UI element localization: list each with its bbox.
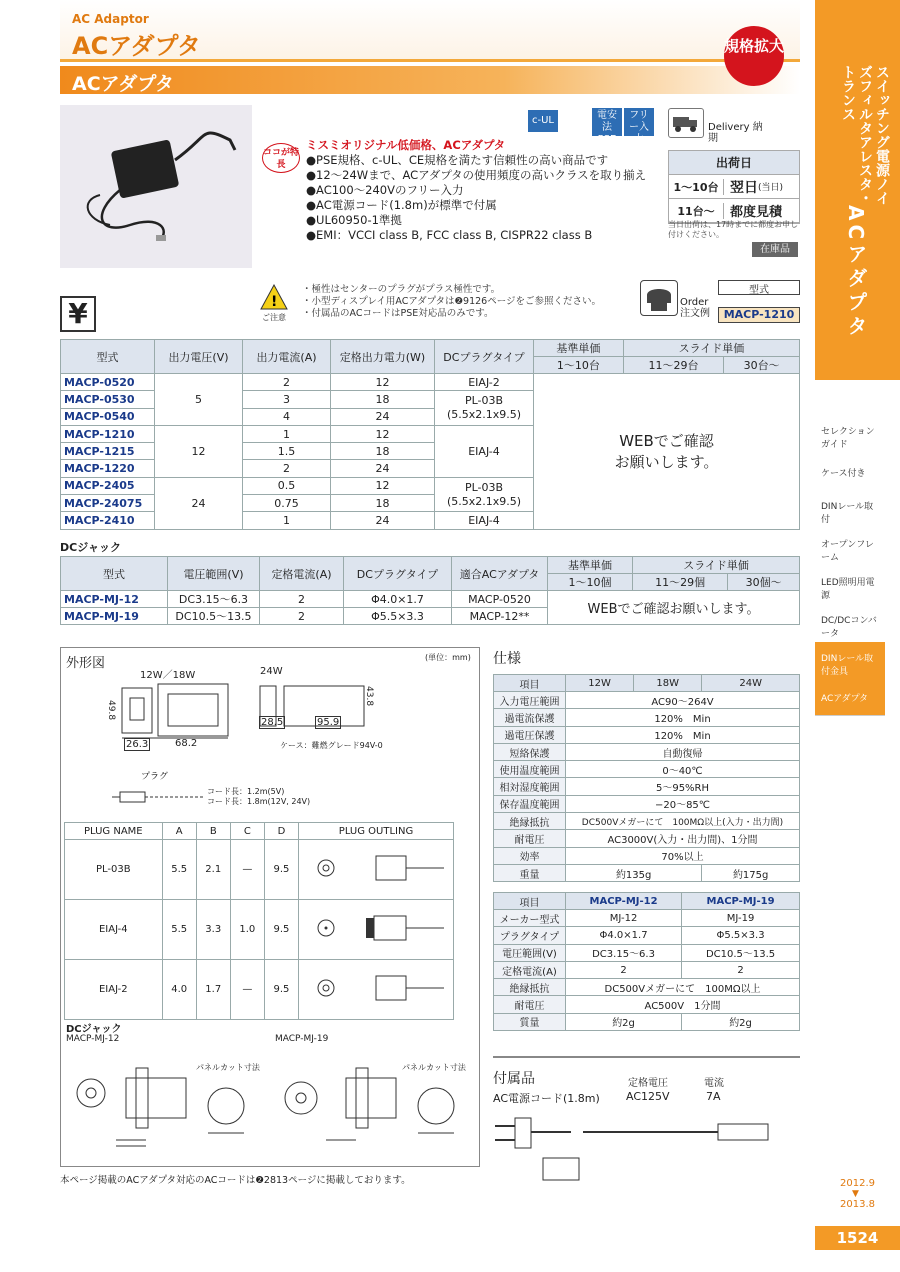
mt-h-base: 基準単価 bbox=[534, 340, 624, 357]
sidebar-item-ac[interactable]: ACアダプタ bbox=[815, 680, 885, 716]
note-1: ・極性はセンターのプラグがプラス極性です。 bbox=[302, 284, 501, 295]
table-row: 電圧範囲(V) DC3.15〜6.3 DC10.5〜13.5 bbox=[494, 944, 800, 961]
sidebar-item-case[interactable]: ケース付き bbox=[815, 451, 885, 495]
table-row: 使用温度範囲 0〜40℃ bbox=[494, 761, 800, 778]
table-row: 保存温度範囲 −20〜85℃ bbox=[494, 795, 800, 812]
date-arrow-icon: ▼ bbox=[852, 1189, 859, 1199]
table-row: 耐電圧 AC3000V(入力・出力間)、1分間 bbox=[494, 830, 800, 847]
table-row: MACP-1215 1.5 18 bbox=[61, 443, 800, 460]
feature-1: ●PSE規格、c-UL、CE規格を満たす信頼性の高い商品です bbox=[306, 153, 609, 167]
warning-icon bbox=[260, 284, 288, 310]
table-row: MACP-2410 1 24 EIAJ-4 bbox=[61, 512, 800, 529]
outline-w2: 24W bbox=[260, 666, 283, 677]
dc-sub-3: 30個〜 bbox=[728, 574, 800, 591]
notes bbox=[302, 284, 622, 320]
table-row: 重量 約135g 約175g bbox=[494, 864, 800, 881]
table-row: 絶縁抵抗 DC500Vメガーにて 100MΩ以上 bbox=[494, 979, 800, 996]
dc-web: WEBでご確認お願いします。 bbox=[548, 591, 800, 625]
acc-item: AC電源コード(1.8m) bbox=[493, 1092, 600, 1105]
date-from: 2012.9 bbox=[840, 1178, 875, 1189]
sidebar-category: スイッチング電源ノイズフィルタアレスタ・トランス bbox=[840, 65, 890, 205]
table-row: EIAJ-4 5.5 3.3 1.0 9.5 bbox=[65, 900, 454, 960]
note-2: ・小型ディスプレイ用ACアダプタは❷9126ページをご参照ください。 bbox=[302, 296, 602, 307]
sidebar-item-din[interactable]: DINレール取付 bbox=[815, 490, 885, 534]
dc-h-adapter: 適合ACアダプタ bbox=[452, 557, 548, 591]
delivery-note: 当日出荷は、17時までに都度お申し付けください。 bbox=[668, 220, 799, 239]
footer-note: 本ページ掲載のACアダプタ対応のACコードは❷2813ページに掲載しております。 bbox=[60, 1175, 411, 1186]
dim-95-9: 95.9 bbox=[317, 717, 340, 728]
ac-cord-drawing bbox=[493, 1110, 800, 1185]
delivery-head: 出荷日 bbox=[669, 151, 799, 175]
sidebar-item-open[interactable]: オープンフレーム bbox=[815, 528, 885, 572]
dim-28-5: 28.5 bbox=[261, 717, 284, 728]
table-row: MACP-MJ-19 DC10.5〜13.5 2 Φ5.5×3.3 MACP-12** bbox=[61, 608, 800, 625]
table-row: 過電流保護 120% Min bbox=[494, 709, 800, 726]
feature-list bbox=[306, 138, 726, 243]
mj12-label: MACP-MJ-12 bbox=[66, 1034, 120, 1044]
order-example: MACP-1210 bbox=[718, 307, 800, 323]
feature-2: ●12〜24Wまで、ACアダプタの使用頻度の高いクラスを取り揃え bbox=[306, 168, 647, 182]
table-row: 耐電圧 AC500V 1分間 bbox=[494, 996, 800, 1013]
table-row: MACP-0540 4 24 bbox=[61, 408, 800, 425]
dc-h-model: 型式 bbox=[61, 557, 168, 591]
cord-note: コード長：1.2m(5V) コード長：1.8m(12V, 24V) bbox=[207, 787, 311, 806]
sidebar-item-din-bracket[interactable]: DINレール取付金具 bbox=[815, 642, 885, 686]
product-photo bbox=[60, 105, 252, 268]
accessory-rule bbox=[493, 1056, 800, 1058]
sidebar-item-dcdc[interactable]: DC/DCコンバータ bbox=[815, 604, 885, 648]
plug-outline-eiaj4 bbox=[306, 908, 446, 948]
dc-table bbox=[60, 556, 800, 625]
feature-3: ●AC100〜240Vのフリー入力 bbox=[306, 183, 464, 197]
outline-w1: 12W／18W bbox=[140, 670, 196, 681]
mt-h-power: 定格出力電力(W) bbox=[331, 340, 435, 374]
delivery-r1b: 翌日 bbox=[730, 179, 758, 196]
feature-4: ●AC電源コード(1.8m)が標準で付属 bbox=[306, 198, 497, 212]
table-row: プラグタイプ Φ4.0×1.7 Φ5.5×3.3 bbox=[494, 927, 800, 944]
table-row: 定格電流(A) 2 2 bbox=[494, 961, 800, 978]
feature-5: ●UL60950-1準拠 bbox=[306, 213, 402, 227]
dc-sub-2: 11〜29個 bbox=[633, 574, 728, 591]
spec-table-2: 項目 MACP-MJ-12 MACP-MJ-19 メーカー型式 MJ-12 MJ-19 プラグタイプ Φ4.0×1.7 Φ5.5×3.3 電圧範囲(V) DC3.15〜6.3 DC10.5〜13.5 定格電流(A) 2 2 絶縁抵抗 DC500Vメガーにて 100MΩ以上 耐電圧 AC500V 1分間 質量 約2g 約2g bbox=[493, 892, 800, 1031]
table-row: MACP-MJ-12 DC3.15〜6.3 2 Φ4.0×1.7 MACP-0520 WEBでご確認お願いします。 bbox=[61, 591, 800, 608]
note-3: ・付属品のACコードはPSE対応品のみです。 bbox=[302, 308, 494, 319]
caution-label: ご注意 bbox=[262, 313, 286, 322]
table-row: 短絡保護 自動復帰 bbox=[494, 743, 800, 760]
delivery-label: Delivery 納期 bbox=[708, 122, 763, 144]
table-row: MACP-0530 3 18 PL-03B (5.5x2.1x9.5) bbox=[61, 391, 800, 408]
panel-label-1: パネルカット寸法 bbox=[196, 1063, 260, 1072]
dc-h-slide: スライド単価 bbox=[633, 557, 800, 574]
sidebar-item-led[interactable]: LED照明用電源 bbox=[815, 566, 885, 610]
table-row: メーカー型式 MJ-12 MJ-19 bbox=[494, 910, 800, 927]
plug-outline-pl03b bbox=[306, 848, 446, 888]
dc-sub-1: 1〜10個 bbox=[548, 574, 633, 591]
delivery-r1c: (当日) bbox=[758, 183, 784, 193]
header-title: ACアダプタ bbox=[72, 32, 201, 60]
delivery-r2a: 11台〜 bbox=[669, 203, 724, 219]
table-row: MACP-1210 12 1 12 EIAJ-4 bbox=[61, 425, 800, 442]
table-row: 過電圧保護 120% Min bbox=[494, 726, 800, 743]
dim-43-8: 43.8 bbox=[364, 686, 374, 707]
dc-jack-drawings bbox=[66, 1048, 476, 1158]
plug-table: PLUG NAME A B C D PLUG OUTLING PL-03B 5.5 2.1 — 9.5 EIAJ-4 5.5 3.3 1.0 9.5 EIAJ-2 4.0 1.7 — 9.5 bbox=[64, 822, 454, 1020]
mt-sub-2: 11〜29台 bbox=[623, 357, 723, 374]
mt-h-plug: DCプラグタイプ bbox=[435, 340, 534, 374]
plug-label: プラグ bbox=[141, 772, 169, 782]
delivery-r2b: 都度見積 bbox=[730, 205, 783, 220]
truck-icon bbox=[668, 108, 704, 138]
svg-text:!: ! bbox=[271, 294, 278, 310]
dim-49-8: 49.8 bbox=[106, 700, 116, 721]
adapter-illustration bbox=[60, 105, 252, 268]
header-en: AC Adaptor bbox=[72, 12, 149, 26]
panel-label-2: パネルカット寸法 bbox=[402, 1063, 466, 1072]
table-row: MACP-24075 0.75 18 bbox=[61, 495, 800, 512]
sidebar-title: ACアダプタ bbox=[844, 205, 868, 340]
outline-title: 外形図 bbox=[66, 656, 106, 671]
outline-unit: (単位：mm) bbox=[425, 653, 471, 662]
table-row: 入力電圧範囲 AC90〜264V bbox=[494, 692, 800, 709]
mj19-label: MACP-MJ-19 bbox=[275, 1034, 329, 1044]
table-row: 相対湿度範囲 5〜95%RH bbox=[494, 778, 800, 795]
mt-h-slide: スライド単価 bbox=[623, 340, 799, 357]
pse-tag: 電安法PSE bbox=[592, 108, 622, 136]
mt-sub-1: 1〜10台 bbox=[534, 357, 624, 374]
date-to: 2013.8 bbox=[840, 1199, 875, 1210]
plug-outline-eiaj2 bbox=[306, 968, 446, 1008]
acc-voltage: AC125V bbox=[626, 1090, 670, 1103]
mt-h-current: 出力電流(A) bbox=[243, 340, 331, 374]
band-title: ACアダプタ bbox=[72, 73, 174, 95]
dc-h-base: 基準単価 bbox=[548, 557, 633, 574]
table-row: EIAJ-2 4.0 1.7 — 9.5 bbox=[65, 960, 454, 1020]
dc-h-plug: DCプラグタイプ bbox=[344, 557, 452, 591]
table-row: MACP-0520 5 2 12 EIAJ-2 WEBでご確認 お願いします。 bbox=[61, 374, 800, 391]
order-type: 型式 bbox=[718, 280, 800, 295]
yen-icon: ¥ bbox=[60, 296, 96, 332]
table-row: PL-03B 5.5 2.1 — 9.5 bbox=[65, 840, 454, 900]
sidebar-item-selection[interactable]: セレクションガイド bbox=[815, 415, 885, 459]
table-row: 絶縁抵抗 DC500Vメガーにて 100MΩ以上(入力・出力間) bbox=[494, 813, 800, 830]
plug-drawing bbox=[112, 788, 207, 806]
acc-col1: 定格電圧 bbox=[628, 1078, 668, 1089]
dim-26-3: 26.3 bbox=[126, 739, 149, 750]
dim-68-2: 68.2 bbox=[175, 738, 198, 749]
mt-h-voltage: 出力電圧(V) bbox=[155, 340, 243, 374]
dc-title: DCジャック bbox=[60, 541, 121, 554]
dc-h-current: 定格電流(A) bbox=[260, 557, 344, 591]
order-label: Order 注文例 bbox=[680, 297, 710, 319]
table-row: MACP-2405 24 0.5 12 PL-03B (5.5x2.1x9.5) bbox=[61, 477, 800, 494]
acc-current: 7A bbox=[706, 1090, 721, 1103]
cul-tag: c-UL bbox=[528, 110, 558, 132]
accessory-title: 付属品 bbox=[493, 1071, 535, 1087]
expanded-badge: 規格拡大 bbox=[724, 26, 784, 86]
table-row: 効率 70%以上 bbox=[494, 847, 800, 864]
feature-badge: ココが特長 bbox=[262, 143, 300, 173]
feature-6: ●EMI：VCCI class B, FCC class B, CISPR22 class B bbox=[306, 228, 593, 242]
free-input-tag: フリー入力 bbox=[624, 108, 654, 136]
mt-sub-3: 30台〜 bbox=[724, 357, 800, 374]
table-row: MACP-1220 2 24 bbox=[61, 460, 800, 477]
delivery-r1a: 1〜10台 bbox=[669, 179, 724, 195]
phone-icon bbox=[640, 280, 678, 316]
dcj-label: DCジャック bbox=[66, 1024, 122, 1035]
main-table bbox=[60, 339, 800, 530]
mt-h-model: 型式 bbox=[61, 340, 155, 374]
spec-table-1: 項目 12W 18W 24W 入力電圧範囲 AC90〜264V 過電流保護 120% Min 過電圧保護 120% Min 短絡保護 自動復帰 使用温度範囲 0〜40℃ 相対湿度範囲 5〜95%RH 保存温度範囲 −20〜85℃ 絶縁抵抗 DC500Vメガーにて 100MΩ以上(入力・出力間) 耐電圧 AC3000V(入力・出力間)、1分間 効率 70%以上 重量 約135g 約175g bbox=[493, 674, 800, 882]
feature-title: ミスミオリジナル低価格、ACアダプタ bbox=[306, 138, 506, 152]
page-number: 1524 bbox=[815, 1226, 900, 1250]
acc-col2: 電流 bbox=[704, 1078, 724, 1089]
table-row: 質量 約2g 約2g bbox=[494, 1013, 800, 1030]
stock-badge: 在庫品 bbox=[752, 242, 798, 257]
case-note: ケース：難燃グレード94V-0 bbox=[280, 741, 383, 750]
spec-title: 仕様 bbox=[493, 651, 521, 667]
dc-h-range: 電圧範囲(V) bbox=[168, 557, 260, 591]
mt-web: WEBでご確認 お願いします。 bbox=[534, 374, 800, 530]
